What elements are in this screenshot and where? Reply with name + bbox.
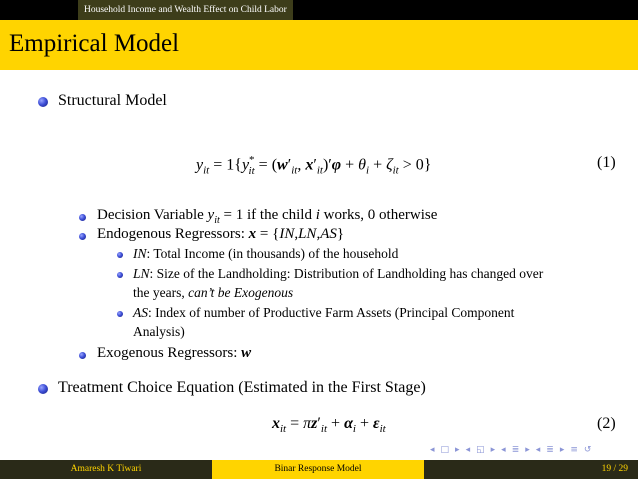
bullet-icon bbox=[38, 384, 48, 394]
footer-short-title: Binar Response Model bbox=[212, 460, 424, 479]
item-as: AS: Index of number of Productive Farm Assets (Principal Component bbox=[133, 305, 515, 320]
equation-2: $x_{it} = \pi z'_{it} + \alpha_i + \varepsilon_{it}$ bbox=[272, 415, 386, 436]
nav-prev-frame-icon[interactable]: ◂ bbox=[430, 445, 435, 455]
nav-subsection-icon[interactable]: ◱ bbox=[476, 445, 485, 455]
nav-search-icon[interactable]: ↺ bbox=[583, 445, 592, 455]
nav-next-section-icon[interactable]: ▸ bbox=[525, 445, 530, 455]
bullet-icon bbox=[38, 97, 48, 107]
bullet-icon bbox=[79, 352, 86, 359]
header-bar bbox=[0, 0, 638, 20]
bullet-icon bbox=[117, 252, 123, 258]
nav-section-icon[interactable]: ≣ bbox=[511, 445, 520, 455]
item-structural-model: Structural Model bbox=[58, 92, 167, 109]
bullet-icon bbox=[117, 272, 123, 278]
bullet-icon bbox=[79, 233, 86, 240]
bullet-icon bbox=[117, 311, 123, 317]
footer-bar bbox=[0, 460, 638, 479]
frame-title-bar bbox=[0, 20, 638, 70]
nav-frame-icon[interactable]: □ bbox=[440, 445, 450, 455]
frame-title: Empirical Model bbox=[9, 30, 180, 57]
nav-align-icon[interactable]: ≡ bbox=[570, 445, 578, 455]
equation-1: $y_{it} = 1\{y^*_{it} = (w'_{it}$, $x'_{it})'\varphi + \theta_i + \zeta_{it} > 0$} bbox=[196, 154, 432, 177]
nav-prev-section-icon[interactable]: ◂ bbox=[501, 445, 506, 455]
footer-page-number: 19 / 29 bbox=[424, 460, 638, 479]
nav-next-frame-icon[interactable]: ▸ bbox=[455, 445, 460, 455]
item-decision-variable: Decision Variable $y_{it} = 1$ if the child i works, 0 otherwise bbox=[97, 207, 438, 226]
footer-author: Amaresh K Tiwari bbox=[0, 460, 212, 479]
item-exogenous-regressors: Exogenous Regressors: w bbox=[97, 345, 252, 361]
item-ln-continued: the years, can’t be Exogenous bbox=[133, 285, 294, 300]
nav-next-doc-icon[interactable]: ▸ bbox=[559, 445, 565, 455]
nav-prev-subsection-icon[interactable]: ◂ bbox=[465, 445, 471, 455]
item-treatment-choice: Treatment Choice Equation (Estimated in the First Stage) bbox=[58, 379, 426, 396]
item-as-continued: Analysis) bbox=[133, 324, 185, 339]
item-endogenous-regressors: Endogenous Regressors: x = {IN,LN,AS} bbox=[97, 226, 345, 242]
nav-doc-icon[interactable]: ≣ bbox=[546, 445, 554, 455]
bullet-icon bbox=[79, 214, 86, 221]
equation-1-number: (1) bbox=[597, 154, 616, 171]
section-title[interactable]: Household Income and Wealth Effect on Child Labor bbox=[78, 0, 293, 20]
item-ln: LN: Size of the Landholding: Distribution of Landholding has changed over bbox=[133, 266, 544, 281]
nav-prev-doc-icon[interactable]: ◂ bbox=[535, 445, 541, 455]
navigation-bar bbox=[430, 444, 591, 456]
item-in: IN: Total Income (in thousands) of the household bbox=[133, 246, 399, 261]
nav-next-subsection-icon[interactable]: ▸ bbox=[490, 445, 496, 455]
equation-2-number: (2) bbox=[597, 415, 616, 432]
